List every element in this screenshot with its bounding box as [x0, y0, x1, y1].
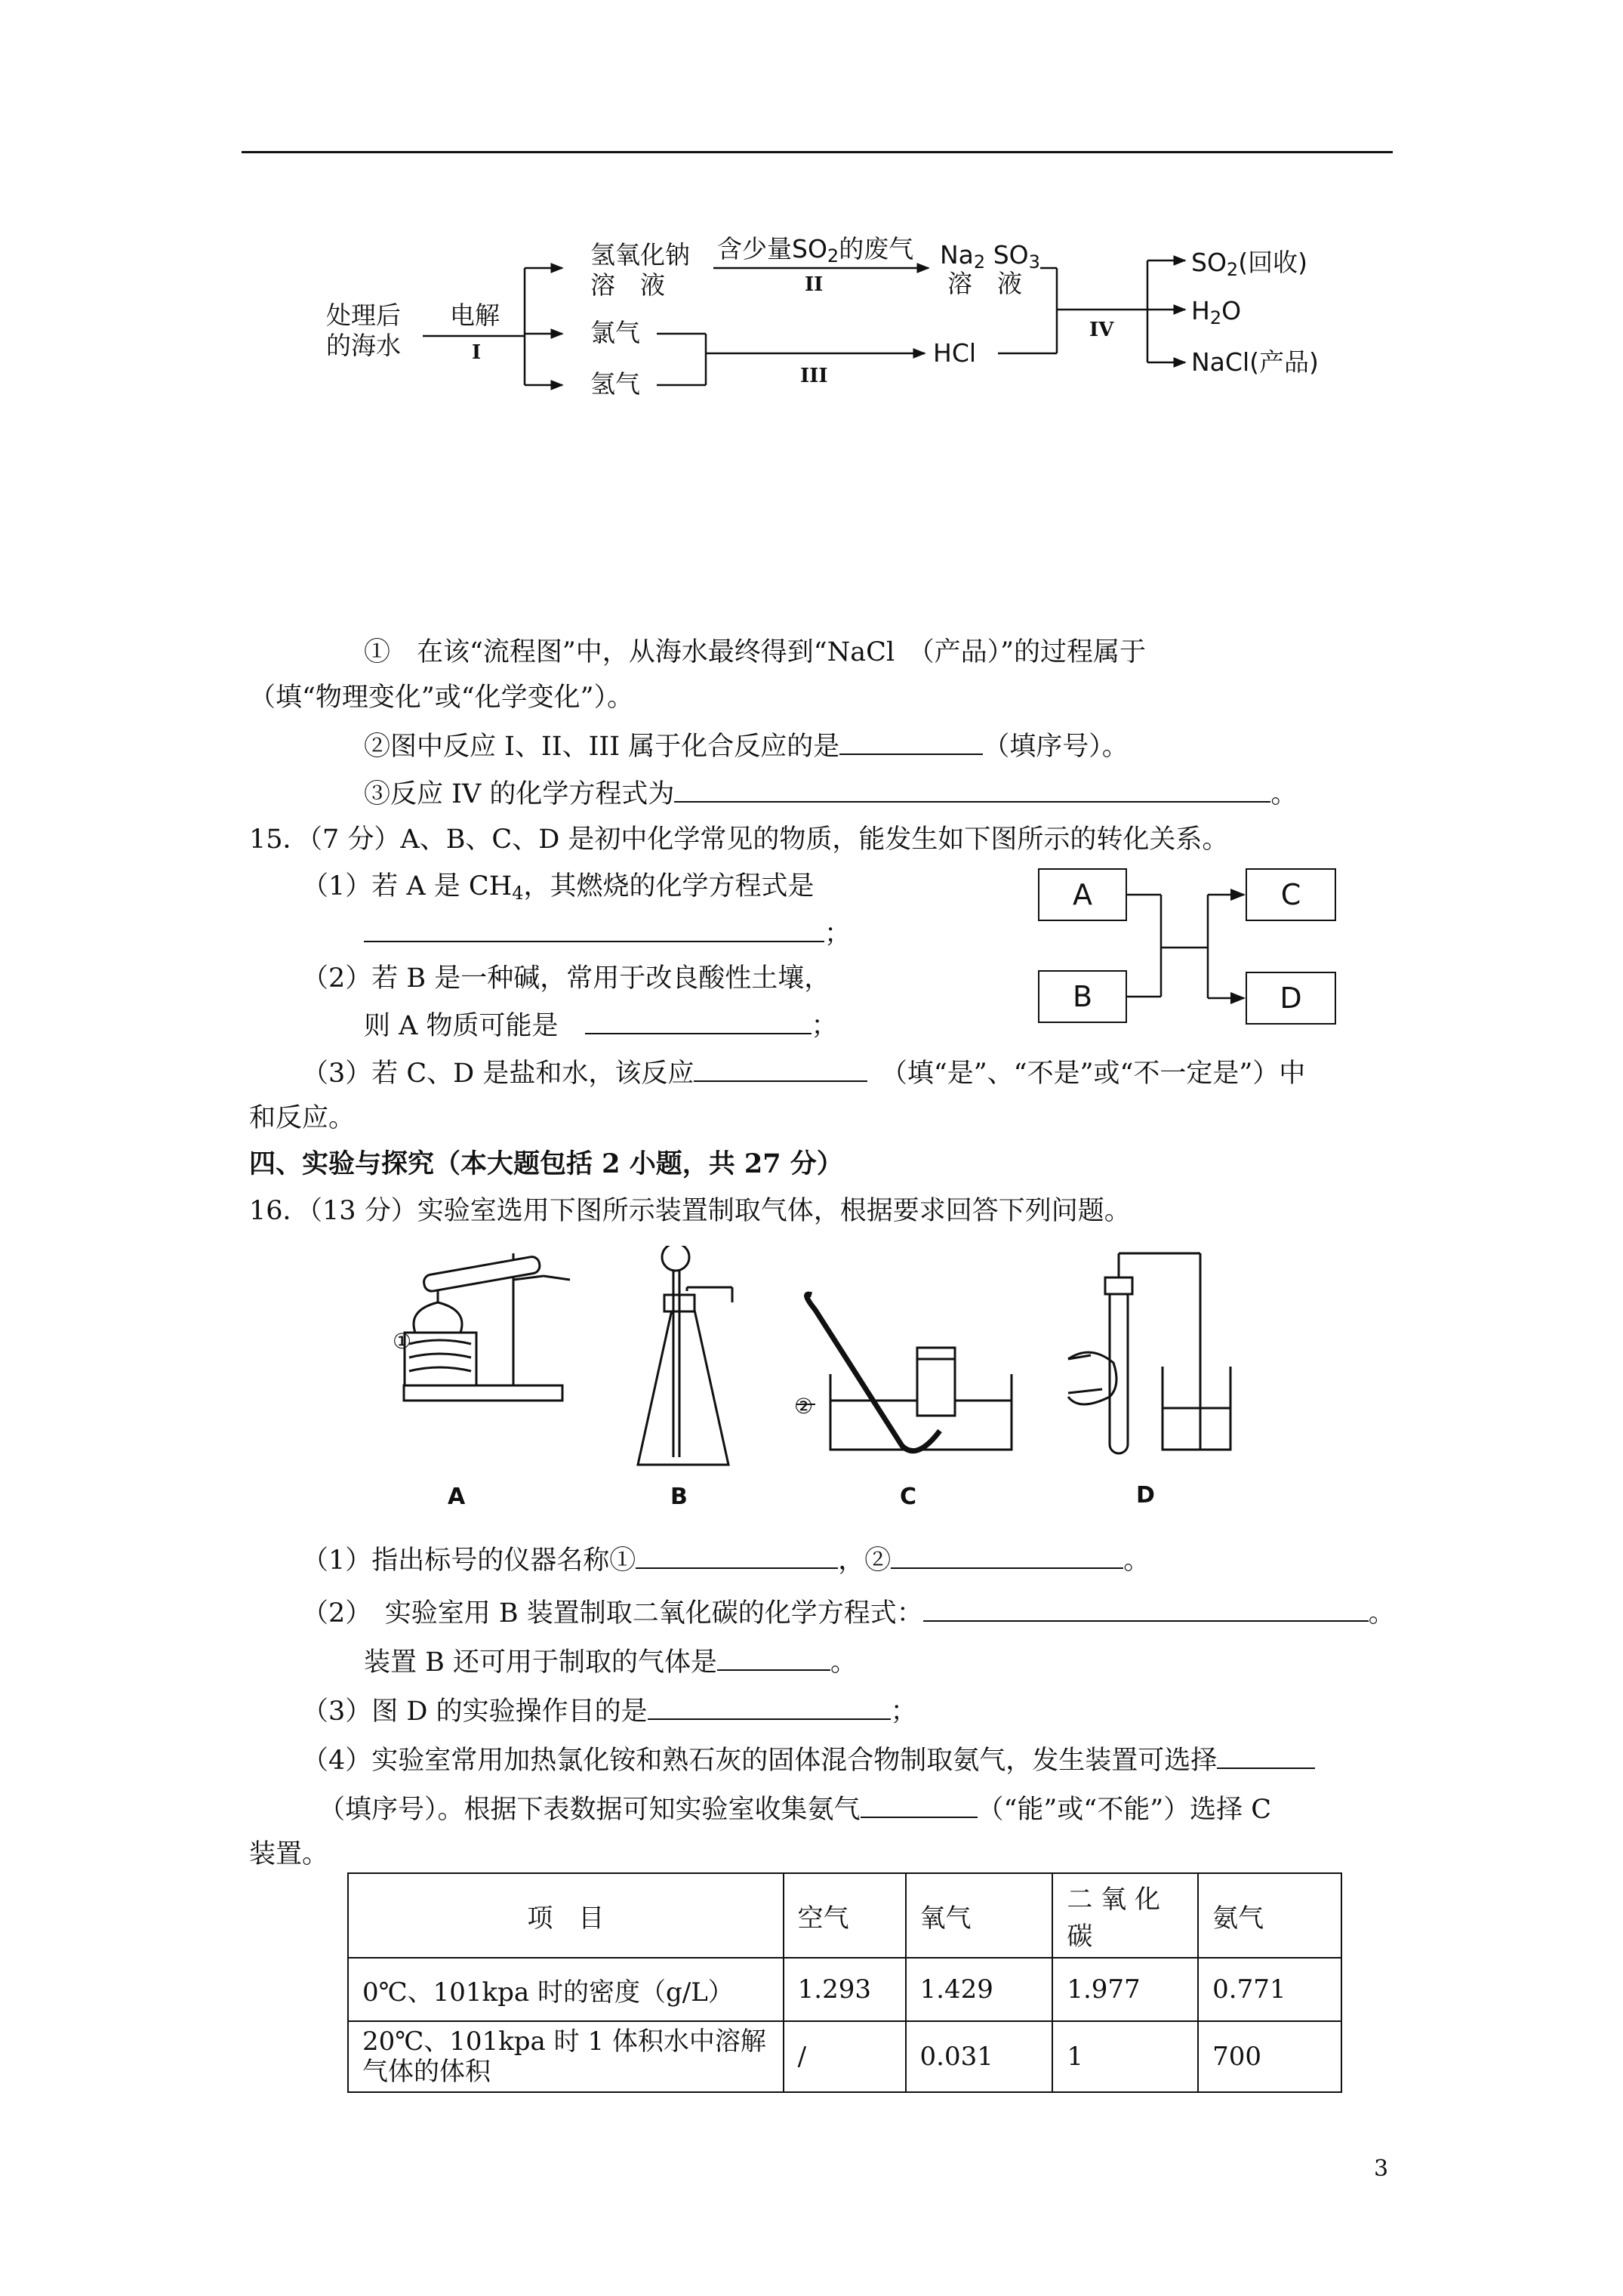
q14-part2: ②图中反应 I、II、III 属于化合反应的是 （填序号）。	[364, 726, 1129, 765]
q14-part1-line1: ① 在该“流程图”中，从海水最终得到“NaCl （产品）”的过程属于	[364, 637, 1147, 667]
q14-part3: ③反应 IV 的化学方程式为 。	[364, 774, 1297, 812]
table-cell: 1	[1052, 2021, 1198, 2092]
q16-part1-blank2[interactable]	[891, 1540, 1123, 1569]
flow-na2so3-line2: 溶 液	[947, 269, 1022, 298]
q15-part2-line2: 则 A 物质可能是 ；	[364, 1006, 838, 1044]
q16-title: 16．（13 分）实验室选用下图所示装置制取气体，根据要求回答下列问题。	[249, 1196, 1131, 1226]
q15-box-b: B	[1038, 970, 1127, 1023]
flow-step-iv: IV	[1089, 319, 1114, 341]
table-header-cell: 项 目	[348, 1873, 784, 1958]
q15-box-a: A	[1038, 868, 1127, 921]
q16-mark-2: ②	[794, 1394, 814, 1419]
q16-part2-line2-blank[interactable]	[717, 1642, 830, 1671]
apparatus-a	[404, 1253, 570, 1401]
flow-step-ii: II	[805, 273, 824, 296]
q15-part1-answer: ；	[364, 914, 851, 952]
q15-part1-blank[interactable]	[364, 914, 824, 942]
q16-part2-blank[interactable]	[923, 1593, 1369, 1622]
section4-title: 四、实验与探究（本大题包括 2 小题，共 27 分）	[249, 1148, 843, 1179]
q15-box-c: C	[1246, 868, 1336, 921]
q15-box-d: D	[1246, 972, 1336, 1025]
q16-part4-line3: 装置。	[249, 1839, 329, 1869]
table-header-cell: 二 氧 化 碳	[1052, 1873, 1198, 1958]
q16-part4-blank1[interactable]	[1217, 1740, 1315, 1769]
q16-part3: （3）图 D 的实验操作目的是 ；	[302, 1691, 917, 1730]
table-cell: /	[784, 2021, 906, 2092]
q16-part1: （1）指出标号的仪器名称① ，② 。	[302, 1540, 1150, 1579]
flow-electrolysis-label: 电解	[450, 300, 500, 330]
q16-label-b: B	[670, 1484, 688, 1510]
table-cell: 700	[1198, 2021, 1341, 2092]
q16-mark-1: ①	[393, 1329, 412, 1354]
q16-label-a: A	[448, 1484, 466, 1510]
flow-start-line2: 的海水	[326, 331, 401, 360]
table-header-row	[348, 1873, 1341, 1958]
flow-hydrogen: 氢气	[590, 369, 640, 399]
table-header-cell: 空气	[784, 1873, 906, 1958]
table-cell: 0.771	[1198, 1958, 1341, 2021]
q15-part1: （1）若 A 是 $CH_4$，其燃烧的化学方程式是	[302, 871, 815, 904]
q16-part1-blank1[interactable]	[636, 1540, 838, 1569]
table-cell: 0℃、101kpa 时的密度（g/L）	[348, 1958, 784, 2021]
flow-step-iii: III	[800, 365, 828, 387]
flow-out-so2: $SO_2$(回收)	[1191, 248, 1307, 280]
q16-part4-blank2[interactable]	[861, 1789, 978, 1818]
q15-part2-blank[interactable]	[585, 1006, 812, 1034]
flow-step-i: I	[472, 341, 482, 364]
q15-title: 15．（7 分）A、B、C、D 是初中化学常见的物质，能发生如下图所示的转化关系。	[249, 824, 1229, 855]
flow-waste-gas-label: 含少量$SO_2$的废气	[717, 234, 914, 267]
q16-label-d: D	[1136, 1482, 1155, 1509]
table-cell: 1.429	[906, 1958, 1053, 2021]
table-header-cell: 氧气	[906, 1873, 1053, 1958]
q14-part1-line2: （填“物理变化”或“化学变化”）。	[249, 683, 634, 713]
table-cell: 1.977	[1052, 1958, 1198, 2021]
flow-na2so3-line1: $Na_2$ $SO_3$	[940, 240, 1040, 273]
q16-label-c: C	[900, 1484, 917, 1510]
q15-diagram-arrows	[1127, 868, 1248, 1031]
q16-part2: （2） 实验室用 B 装置制取二氧化碳的化学方程式： 。	[302, 1593, 1395, 1632]
q15-part2-line1: （2）若 B 是一种碱，常用于改良酸性土壤，	[302, 963, 831, 994]
apparatus-b	[638, 1246, 732, 1465]
apparatus-c	[796, 1294, 1012, 1451]
table-cell: 20℃、101kpa 时 1 体积水中溶解气体的体积	[348, 2021, 784, 2092]
q14-part2-blank[interactable]	[839, 726, 983, 755]
table-cell: 0.031	[906, 2021, 1053, 2092]
q15-part3-line2: 和反应。	[249, 1103, 356, 1133]
q16-apparatus-figure	[362, 1246, 1268, 1480]
flow-out-nacl: NaCl(产品)	[1191, 347, 1319, 377]
table-cell: 1.293	[784, 1958, 906, 2021]
flow-start-line1: 处理后	[326, 300, 401, 330]
table-row	[348, 1958, 1341, 2021]
q14-part3-blank[interactable]	[674, 774, 1270, 803]
flow-naoh-line2: 溶 液	[590, 270, 665, 300]
q16-part3-blank[interactable]	[648, 1691, 891, 1720]
table-row	[348, 2021, 1341, 2092]
table-header-cell: 氨气	[1198, 1873, 1341, 1958]
flow-naoh-line1: 氢氧化钠	[590, 240, 690, 270]
page-number: 3	[1374, 2156, 1389, 2182]
flow-hcl: HCl	[933, 338, 977, 368]
flow-out-h2o: $H_2O$	[1191, 296, 1242, 328]
q16-part4-line2: （填序号）。根据下表数据可知实验室收集氨气 （“能”或“不能”）选择 C	[319, 1789, 1271, 1828]
gas-properties-table	[347, 1872, 1342, 2093]
q16-part4-line1: （4）实验室常用加热氯化铵和熟石灰的固体混合物制取氨气，发生装置可选择	[302, 1740, 1315, 1779]
q15-part3-blank[interactable]	[694, 1053, 867, 1082]
q15-part3-line1: （3）若 C、D 是盐和水，该反应 （填“是”、“不是”或“不一定是”）中	[302, 1053, 1305, 1092]
flow-chlorine: 氯气	[590, 318, 640, 347]
apparatus-d	[1068, 1253, 1230, 1453]
header-rule	[242, 151, 1393, 153]
q16-part2-line2: 装置 B 还可用于制取的气体是 。	[364, 1642, 857, 1681]
